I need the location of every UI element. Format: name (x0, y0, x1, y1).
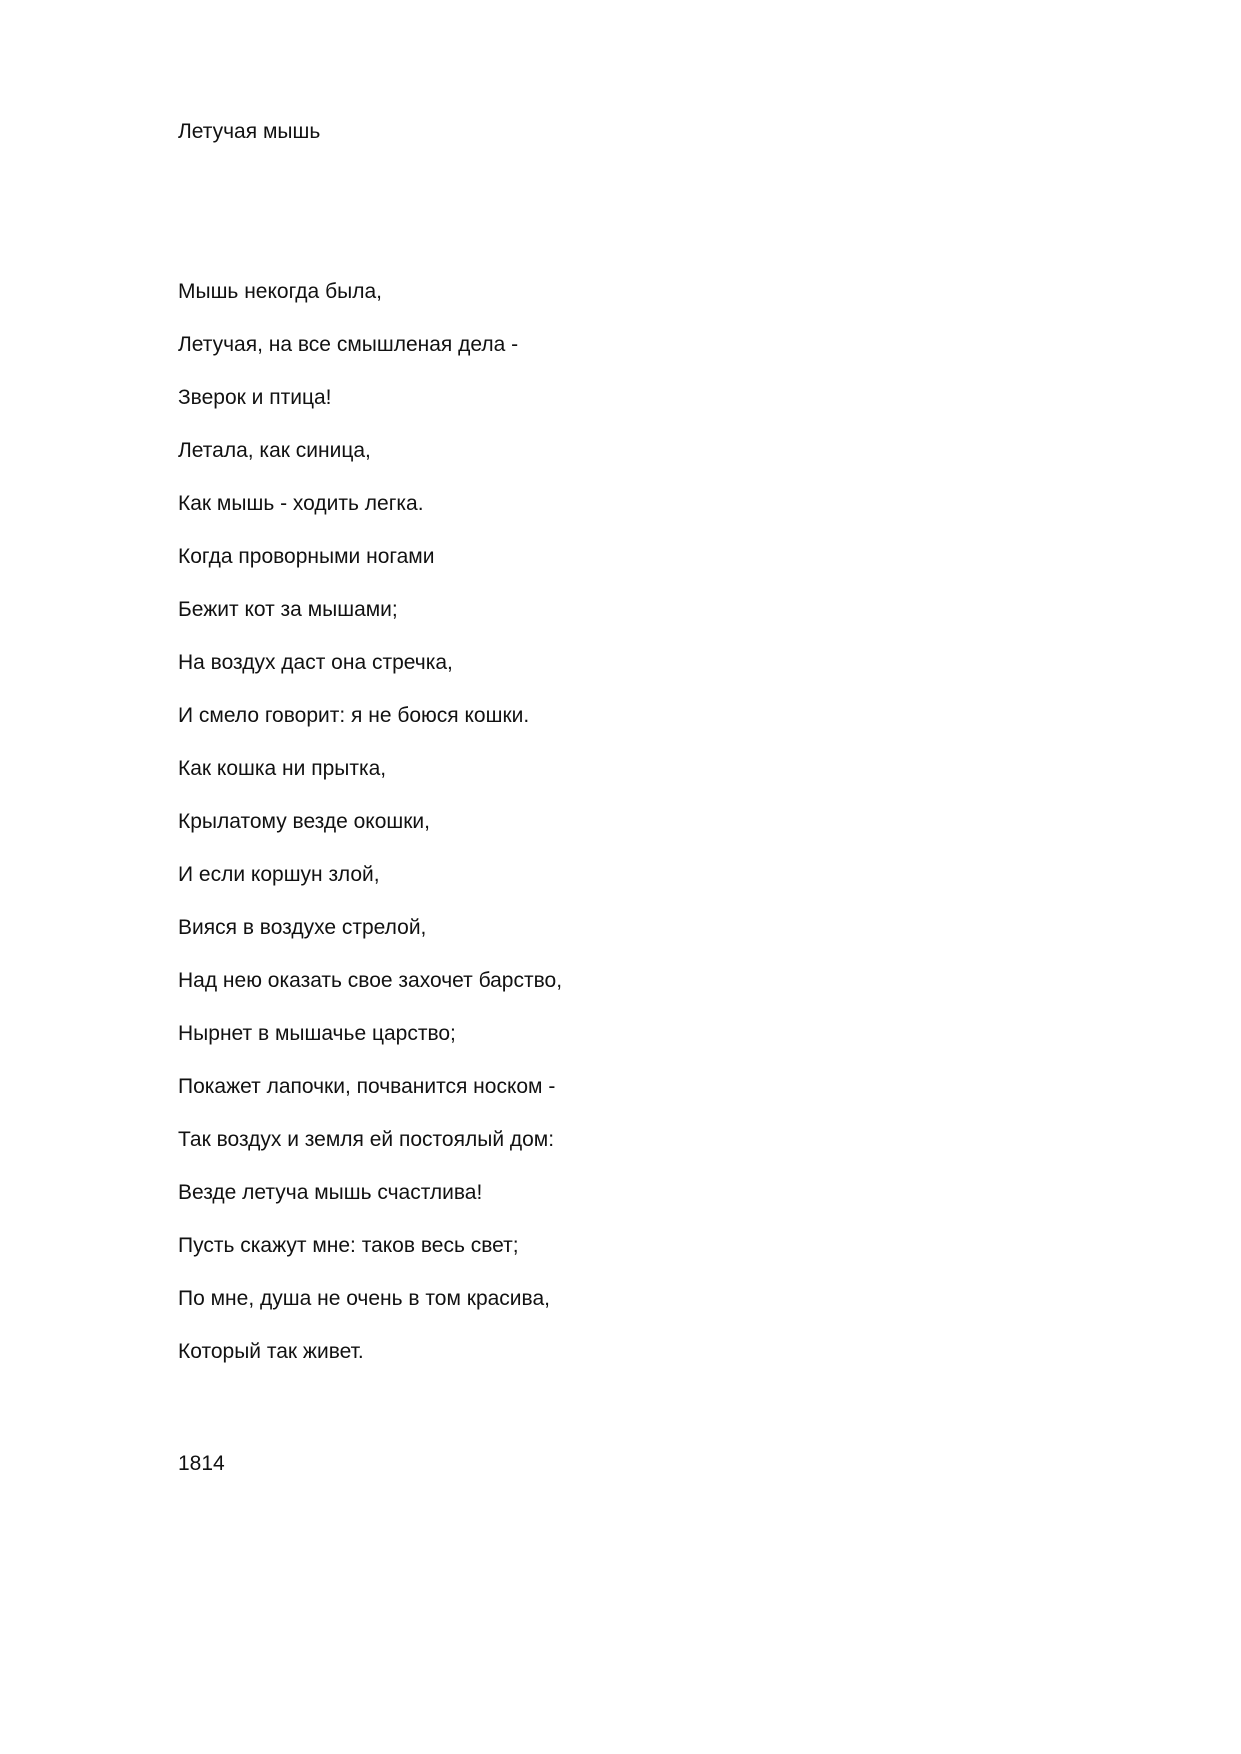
poem-line: Когда проворными ногами (178, 545, 435, 568)
poem-body (178, 278, 562, 1391)
poem-line: Летучая, на все смышленая дела - (178, 333, 519, 356)
poem-line: По мне, душа не очень в том красива, (178, 1287, 550, 1310)
poem-year: 1814 (178, 1452, 225, 1475)
poem-line: Так воздух и земля ей постоялый дом: (178, 1128, 555, 1151)
poem-line: И если коршун злой, (178, 863, 380, 886)
poem-line: Везде летуча мышь счастлива! (178, 1181, 483, 1204)
poem-line: И смело говорит: я не боюся кошки. (178, 704, 530, 727)
poem-line: Пусть скажут мне: таков весь свет; (178, 1234, 519, 1257)
poem-line: Мышь некогда была, (178, 280, 382, 303)
poem-line: Как кошка ни прытка, (178, 757, 387, 780)
poem-line: Нырнет в мышачье царство; (178, 1022, 456, 1045)
poem-line: Летала, как синица, (178, 439, 371, 462)
poem-line: Покажет лапочки, почванится носком - (178, 1075, 556, 1098)
poem-line: Как мышь - ходить легка. (178, 492, 424, 515)
poem-line: Который так живет. (178, 1340, 364, 1363)
poem-line: Над нею оказать свое захочет барство, (178, 969, 563, 992)
poem-line: Вияся в воздухе стрелой, (178, 916, 427, 939)
poem-line: Бежит кот за мышами; (178, 598, 398, 621)
poem-line: На воздух даст она стречка, (178, 651, 453, 674)
poem-line: Крылатому везде окошки, (178, 810, 430, 833)
poem-title: Летучая мышь (178, 120, 321, 143)
poem-line: Зверок и птица! (178, 386, 332, 409)
